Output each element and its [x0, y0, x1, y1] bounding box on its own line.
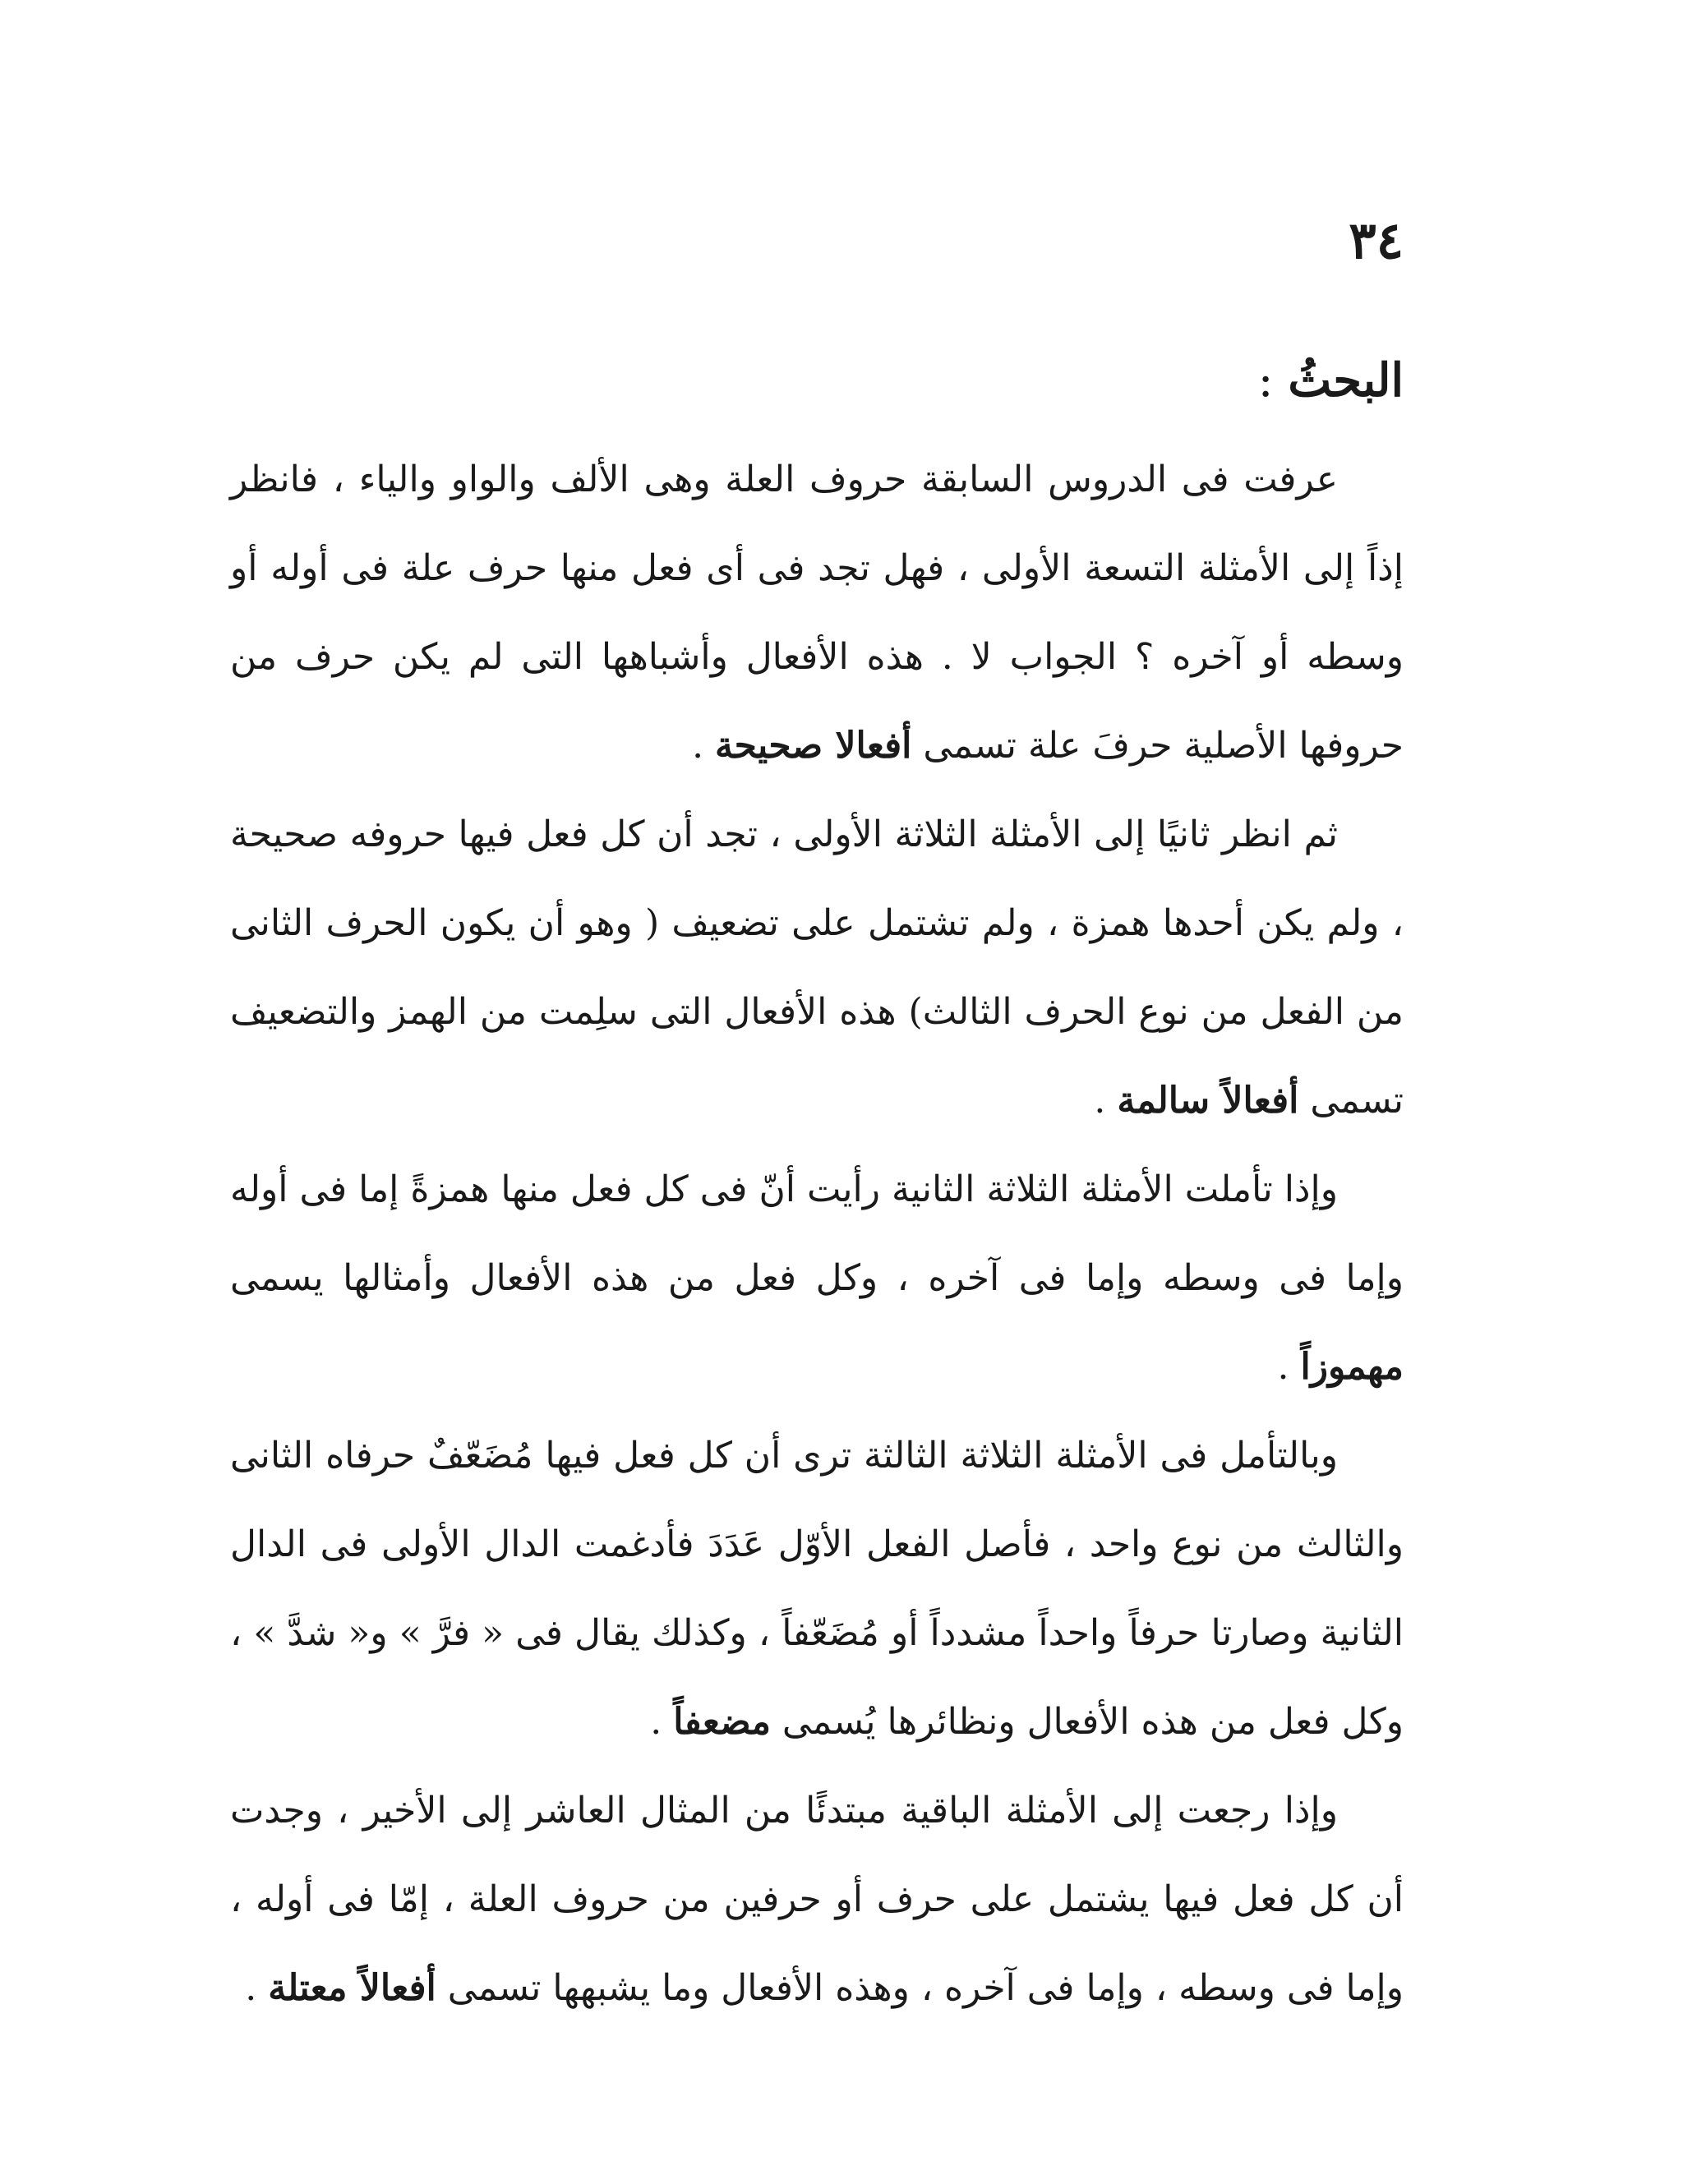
paragraph-sound-verbs [230, 435, 1404, 790]
body-text [230, 435, 1404, 2033]
section-heading [1258, 353, 1404, 408]
paragraph-intact-verbs [230, 790, 1404, 1145]
page-number: ٣٤ [1349, 210, 1404, 270]
defined-term: أفعالاً معتلة [268, 1967, 436, 2009]
paragraph-text: وبالتأمل فى الأمثلة الثلاثة الثالثة ترى أن كل فعل فيها مُضَعّفٌ حرفاه الثانى والثالث من نوع واحد ، فأصل الفعل الأوّل عَدَدَ فأدغمت الدال الأولى فى الدال الثانية وصارتا حرفاً واحداً مشدداً أو مُضَعّفاً ، وكذلك يقال فى « فرَّ » و« شدَّ » ، وكل فعل من هذه الأفعال ونظائرها يُسمى [230, 1435, 1404, 1743]
paragraph-end: . [245, 1967, 269, 2009]
paragraph-text: وإذا تأملت الأمثلة الثلاثة الثانية رأيت أنّ فى كل فعل منها همزةً إما فى أوله وإما فى وسطه وإما فى آخره ، وكل فعل من هذه الأفعال وأمثالها يسمى [230, 1168, 1404, 1299]
paragraph-end: . [692, 725, 716, 767]
paragraph-end: . [650, 1701, 674, 1743]
section-heading-colon: : [1257, 354, 1289, 408]
defined-term: أفعالاً سالمة [1117, 1080, 1299, 1122]
paragraph-text: ثم انظر ثانيًا إلى الأمثلة الثلاثة الأولى ، تجد أن كل فعل فيها حروفه صحيحة ، ولم يكن أحدها همزة ، ولم تشتمل على تضعيف ( وهو أن يكون الحرف الثانى من الفعل من نوع الحرف الثالث) هذه الأفعال التى سلِمت من الهمز والتضعيف تسمى [230, 813, 1404, 1122]
paragraph-text: عرفت فى الدروس السابقة حروف العلة وهى الألف والواو والياء ، فانظر إذاً إلى الأمثلة التسعة الأولى ، فهل تجد فى أى فعل منها حرف علة فى أوله أو وسطه أو آخره ؟ الجواب لا . هذه الأفعال وأشباهها التى لم يكن حرف من حروفها الأصلية حرفَ علة تسمى [230, 458, 1404, 767]
paragraph-weak-verbs [230, 1767, 1404, 2033]
defined-term: مضعفاً [673, 1701, 771, 1743]
paragraph-end: . [1094, 1080, 1118, 1122]
section-heading-title: البحثُ [1288, 353, 1404, 408]
defined-term: مهموزاً [1300, 1346, 1404, 1388]
paragraph-hamzated-verbs [230, 1145, 1404, 1412]
defined-term: أفعالا صحيحة [715, 725, 912, 767]
paragraph-end: . [1277, 1346, 1301, 1388]
paragraph-text: وإذا رجعت إلى الأمثلة الباقية مبتدئًا من المثال العاشر إلى الأخير ، وجدت أن كل فعل فيها يشتمل على حرف أو حرفين من حروف العلة ، إمّا فى أوله ، وإما فى وسطه ، وإما فى آخره ، وهذه الأفعال وما يشبهها تسمى [230, 1790, 1404, 2009]
paragraph-doubled-verbs [230, 1412, 1404, 1767]
